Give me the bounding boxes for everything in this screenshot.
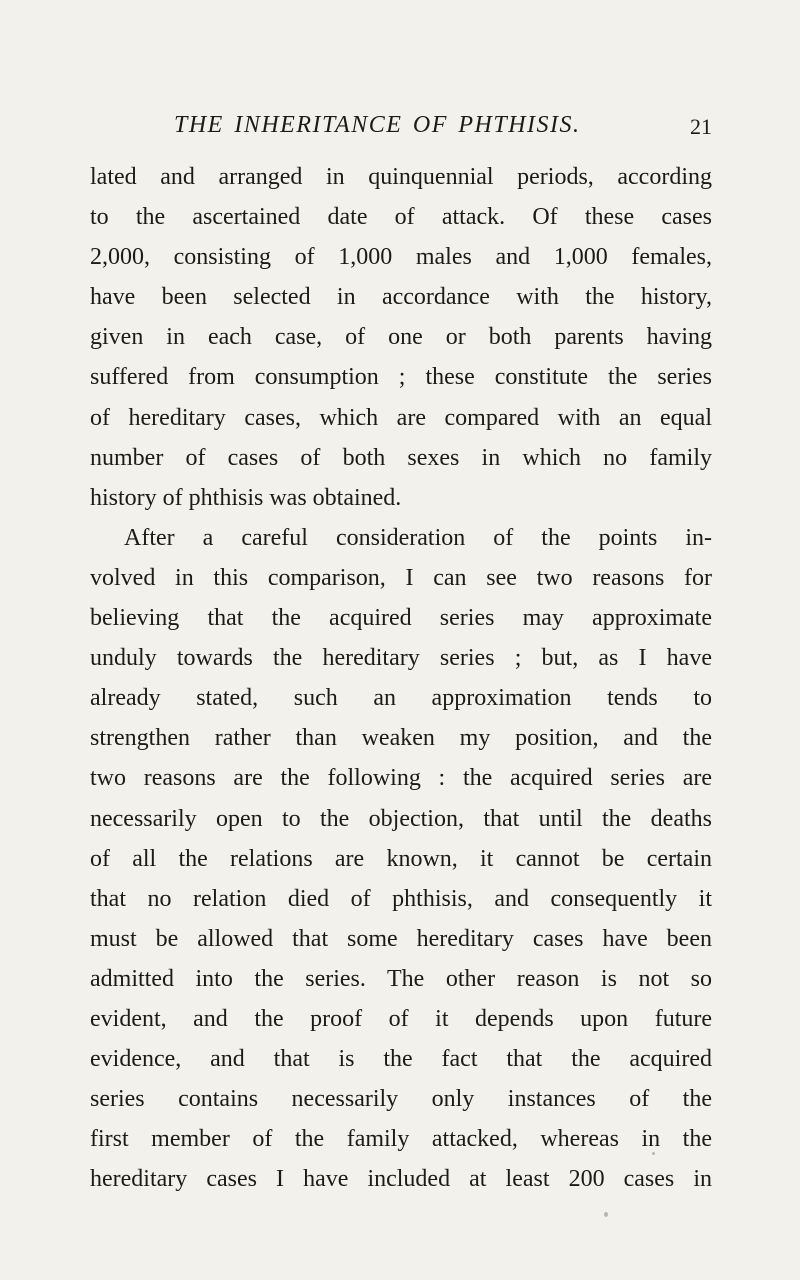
text-line: volved in this comparison, I can see two reasons for [90,564,712,591]
page-number: 21 [690,114,712,139]
running-title: THE INHERITANCE OF PHTHISIS. [174,112,581,138]
text-line: that no relation died of phthisis, and consequently it [90,885,712,912]
text-line: given in each case, of one or both parents having [90,324,712,351]
body-text [90,157,712,1199]
text-line: admitted into the series. The other reason is not so [90,965,712,992]
text-line: evident, and the proof of it depends upon future [90,1005,712,1032]
text-line: number of cases of both sexes in which no family [90,444,712,471]
text-line: 2,000, consisting of 1,000 males and 1,000 females, [90,244,712,271]
text-line: of hereditary cases, which are compared with an equal [90,404,712,431]
text-line: lated and arranged in quinquennial periods, according [90,164,712,190]
text-line: believing that the acquired series may approximate [90,605,712,632]
paragraph-first-line: After a careful consideration of the points in- [124,524,712,551]
text-line: must be allowed that some hereditary cases have been [90,925,712,952]
text-line: necessarily open to the objection, that until the deaths [90,805,712,832]
text-line: first member of the family attacked, whereas in the [90,1126,712,1153]
text-line: evidence, and that is the fact that the acquired [90,1046,712,1073]
text-line: strengthen rather than weaken my position, and the [90,725,712,752]
text-line: hereditary cases I have included at least 200 cases in [90,1166,712,1193]
text-line: to the ascertained date of attack. Of these cases [90,204,712,231]
text-line: unduly towards the hereditary series ; but, as I have [90,645,712,672]
text-line: two reasons are the following : the acquired series are [90,765,712,792]
text-line: of all the relations are known, it cannot be certain [90,845,712,872]
running-head [90,112,712,148]
text-line: already stated, such an approximation tends to [90,685,712,712]
paper-speck [604,1212,608,1217]
paragraph-end-line: history of phthisis was obtained. [90,484,402,511]
paper-speck [652,1152,655,1155]
text-line: series contains necessarily only instances of the [90,1086,712,1113]
text-line: suffered from consumption ; these constitute the series [90,364,712,391]
text-line: have been selected in accordance with the history, [90,284,712,311]
